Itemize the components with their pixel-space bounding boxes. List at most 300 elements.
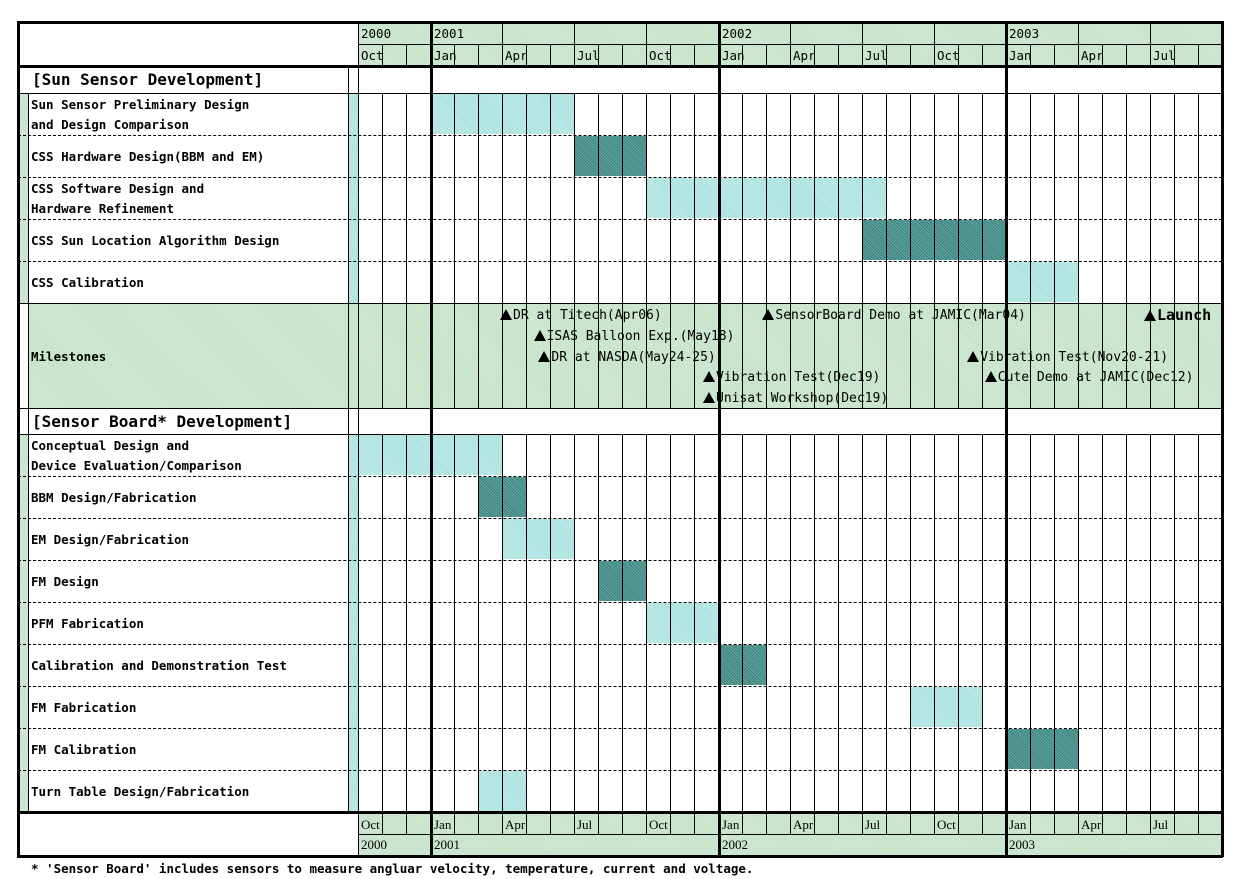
grid-vline: [526, 219, 527, 261]
grid-vline: [742, 770, 743, 812]
grid-vline: [958, 812, 959, 834]
milestone-triangle-icon: [538, 351, 550, 362]
grid-vline: [814, 219, 815, 261]
grid-vline: [382, 560, 383, 602]
grid-vline: [622, 93, 623, 135]
task-row-right-stripe: [349, 770, 358, 812]
grid-vline: [862, 518, 863, 560]
grid-vline: [550, 728, 551, 770]
grid-vline: [454, 93, 455, 135]
grid-vline: [910, 602, 911, 644]
grid-vline: [622, 177, 623, 219]
grid-vline: [910, 560, 911, 602]
grid-vline: [814, 770, 815, 812]
grid-vline: [1150, 560, 1151, 602]
grid-vline: [598, 261, 599, 303]
grid-vline: [1030, 476, 1031, 518]
grid-vline: [862, 770, 863, 812]
quarter-label: Jul: [865, 48, 888, 63]
grid-vline: [958, 261, 959, 303]
grid-vline: [910, 518, 911, 560]
grid-vline: [982, 177, 983, 219]
milestone: [985, 367, 1194, 388]
grid-vline: [478, 812, 479, 834]
grid-vline: [454, 602, 455, 644]
grid-vline: [1126, 135, 1127, 177]
grid-vline: [982, 728, 983, 770]
grid-vline: [526, 261, 527, 303]
task-label: CSS Software Design and: [31, 181, 205, 196]
grid-vline: [550, 219, 551, 261]
grid-vline: [502, 476, 503, 518]
milestone: [1144, 305, 1211, 326]
grid-vline: [1126, 686, 1127, 728]
grid-vline: [838, 219, 839, 261]
row-divider-dashed: [18, 770, 1222, 771]
grid-vline: [982, 219, 983, 261]
grid-vline: [1054, 219, 1055, 261]
task-label: Conceptual Design and: [31, 438, 190, 453]
footer-year-label: 2000: [361, 837, 387, 852]
grid-vline: [646, 812, 647, 834]
grid-vline: [862, 434, 863, 476]
year-label: 2001: [434, 26, 465, 41]
grid-vline: [1030, 644, 1031, 686]
grid-vline: [790, 728, 791, 770]
grid-vline: [742, 135, 743, 177]
grid-vline: [574, 434, 575, 476]
grid-vline: [838, 261, 839, 303]
grid-vline: [670, 560, 671, 602]
grid-vline: [382, 728, 383, 770]
grid-vline: [502, 644, 503, 686]
grid-vline: [670, 135, 671, 177]
grid-vline: [910, 476, 911, 518]
grid-vline: [1054, 518, 1055, 560]
grid-vline: [958, 93, 959, 135]
grid-vline: [646, 434, 647, 476]
grid-vline: [382, 686, 383, 728]
grid-vline: [1198, 135, 1199, 177]
grid-vline: [502, 434, 503, 476]
grid-vline: [862, 135, 863, 177]
grid-vline: [934, 518, 935, 560]
label-left-stripe-edge: [28, 93, 29, 812]
grid-vline: [934, 177, 935, 219]
grid-vline: [670, 476, 671, 518]
body-bottom: [17, 811, 1223, 814]
grid-vline: [886, 560, 887, 602]
grid-vline: [454, 219, 455, 261]
grid-vline: [742, 219, 743, 261]
grid-vline: [1126, 177, 1127, 219]
footer-quarter-label: Jan: [434, 817, 452, 832]
row-divider: [18, 303, 1222, 304]
grid-vline: [646, 219, 647, 261]
grid-vline: [766, 434, 767, 476]
year-label: 2003: [1009, 26, 1040, 41]
grid-vline: [382, 177, 383, 219]
grid-vline: [1198, 770, 1199, 812]
grid-vline: [574, 177, 575, 219]
grid-vline: [406, 93, 407, 135]
grid-vline: [1030, 261, 1031, 303]
task-row-right-stripe: [349, 219, 358, 261]
footer-quarter-label: Apr: [793, 817, 814, 832]
task-row-right-stripe: [349, 602, 358, 644]
grid-vline: [1174, 135, 1175, 177]
milestone-label: Unisat Workshop(Dec19): [716, 391, 889, 407]
grid-vline: [1198, 644, 1199, 686]
grid-vline: [526, 728, 527, 770]
grid-vline: [502, 686, 503, 728]
grid-vline: [646, 560, 647, 602]
grid-vline: [1198, 177, 1199, 219]
grid-vline: [382, 261, 383, 303]
milestone: [534, 326, 735, 347]
grid-vline: [814, 602, 815, 644]
grid-vline: [958, 770, 959, 812]
grid-vline: [1078, 518, 1079, 560]
grid-vline: [934, 219, 935, 261]
task-row-left-stripe: [19, 434, 28, 476]
grid-vline: [766, 728, 767, 770]
grid-vline: [574, 135, 575, 177]
footer-quarter-label: Oct: [937, 817, 956, 832]
year-line: [718, 22, 721, 856]
task-label: EM Design/Fabrication: [31, 532, 190, 547]
grid-vline: [1078, 135, 1079, 177]
grid-vline: [1078, 602, 1079, 644]
grid-vline: [886, 602, 887, 644]
grid-vline: [1150, 476, 1151, 518]
grid-vline: [478, 219, 479, 261]
grid-vline: [406, 602, 407, 644]
grid-vline: [478, 434, 479, 476]
grid-vline: [742, 476, 743, 518]
grid-vline: [982, 518, 983, 560]
grid-vline: [910, 177, 911, 219]
grid-vline: [838, 770, 839, 812]
grid-vline: [598, 177, 599, 219]
grid-vline: [1198, 602, 1199, 644]
grid-vline: [406, 728, 407, 770]
grid-vline: [766, 560, 767, 602]
grid-vline: [622, 812, 623, 834]
grid-vline: [958, 686, 959, 728]
grid-vline: [694, 44, 695, 66]
grid-vline: [1078, 686, 1079, 728]
grid-vline: [1102, 644, 1103, 686]
grid-vline: [742, 518, 743, 560]
grid-vline: [694, 219, 695, 261]
grid-vline: [1198, 686, 1199, 728]
grid-vline: [1126, 560, 1127, 602]
grid-vline: [790, 135, 791, 177]
grid-vline: [766, 219, 767, 261]
grid-vline: [406, 560, 407, 602]
grid-vline: [598, 686, 599, 728]
footer-quarter-label: Jan: [722, 817, 740, 832]
grid-vline: [478, 644, 479, 686]
grid-vline: [934, 644, 935, 686]
grid-vline: [622, 434, 623, 476]
row-divider-dashed: [18, 135, 1222, 136]
year-line: [430, 22, 433, 856]
task-row-right-stripe: [349, 644, 358, 686]
header-bottom: [17, 65, 1223, 68]
grid-vline: [1030, 177, 1031, 219]
grid-vline: [886, 770, 887, 812]
grid-vline: [958, 644, 959, 686]
grid-vline: [1054, 476, 1055, 518]
grid-vline: [478, 177, 479, 219]
milestone-label: DR at NASDA(May24-25): [551, 349, 716, 365]
quarter-label: Oct: [937, 48, 960, 63]
grid-vline: [502, 602, 503, 644]
grid-vline: [550, 770, 551, 812]
grid-vline: [958, 518, 959, 560]
grid-vline: [1030, 434, 1031, 476]
grid-vline: [502, 177, 503, 219]
grid-vline: [1126, 812, 1127, 834]
footer-quarter-label: Oct: [649, 817, 668, 832]
grid-vline: [1174, 770, 1175, 812]
grid-vline: [502, 770, 503, 812]
quarter-label: Apr: [1081, 48, 1104, 63]
grid-vline: [1102, 602, 1103, 644]
footer-quarter-label: Apr: [505, 817, 526, 832]
grid-vline: [910, 812, 911, 834]
grid-vline: [910, 644, 911, 686]
grid-vline: [406, 303, 407, 408]
grid-vline: [382, 770, 383, 812]
grid-vline: [1150, 518, 1151, 560]
grid-vline: [934, 135, 935, 177]
milestone-label: ISAS Balloon Exp.(May18): [546, 328, 735, 344]
grid-vline: [958, 434, 959, 476]
row-divider-dashed: [18, 644, 1222, 645]
grid-vline: [934, 261, 935, 303]
grid-vline: [1078, 261, 1079, 303]
task-bar: [502, 519, 574, 559]
year-label: 2002: [722, 26, 753, 41]
grid-vline: [982, 476, 983, 518]
grid-vline: [1054, 44, 1055, 66]
task-label: CSS Hardware Design(BBM and EM): [31, 149, 265, 164]
grid-vline: [958, 476, 959, 518]
grid-vline: [1174, 219, 1175, 261]
grid-vline: [886, 812, 887, 834]
grid-vline: [838, 560, 839, 602]
grid-vline: [862, 93, 863, 135]
grid-vline: [790, 560, 791, 602]
grid-vline: [406, 476, 407, 518]
grid-vline: [814, 476, 815, 518]
grid-vline: [766, 476, 767, 518]
grid-vline: [862, 560, 863, 602]
grid-vline: [406, 644, 407, 686]
grid-vline: [550, 686, 551, 728]
grid-vline: [934, 686, 935, 728]
grid-vline: [382, 644, 383, 686]
grid-vline: [742, 812, 743, 834]
task-row-right-stripe: [349, 177, 358, 219]
task-label: PFM Fabrication: [31, 616, 144, 631]
grid-vline: [1150, 434, 1151, 476]
task-row-left-stripe: [19, 518, 28, 560]
grid-vline: [406, 135, 407, 177]
grid-vline: [742, 686, 743, 728]
grid-vline: [574, 560, 575, 602]
grid-vline: [454, 303, 455, 408]
grid-vline: [454, 476, 455, 518]
grid-vline: [1174, 686, 1175, 728]
grid-vline: [646, 644, 647, 686]
grid-vline: [838, 476, 839, 518]
grid-vline: [1102, 135, 1103, 177]
grid-vline: [646, 93, 647, 135]
grid-vline: [574, 686, 575, 728]
grid-vline: [1030, 728, 1031, 770]
grid-vline: [406, 812, 407, 834]
grid-vline: [526, 177, 527, 219]
grid-vline: [454, 686, 455, 728]
grid-vline: [1054, 602, 1055, 644]
milestone: [703, 367, 880, 388]
milestone-triangle-icon: [500, 309, 512, 320]
task-row-right-stripe: [349, 686, 358, 728]
milestone-triangle-icon: [762, 309, 774, 320]
row-divider-dashed: [18, 518, 1222, 519]
grid-vline: [622, 44, 623, 66]
grid-vline: [934, 812, 935, 834]
milestone: [967, 347, 1168, 368]
task-row-left-stripe: [19, 261, 28, 303]
task-row-right-stripe: [349, 434, 358, 476]
task-label: FM Fabrication: [31, 700, 137, 715]
grid-vline: [1198, 518, 1199, 560]
task-row-left-stripe: [19, 93, 28, 135]
grid-vline: [838, 812, 839, 834]
footer-quarter-label: Jul: [577, 817, 593, 832]
grid-vline: [646, 177, 647, 219]
grid-vline: [694, 686, 695, 728]
milestone: [500, 305, 662, 326]
grid-vline: [1198, 434, 1199, 476]
grid-vline: [1030, 93, 1031, 135]
quarter-label: Apr: [505, 48, 528, 63]
task-label: CSS Sun Location Algorithm Design: [31, 233, 280, 248]
grid-vline: [1102, 434, 1103, 476]
grid-vline: [814, 560, 815, 602]
grid-vline: [502, 812, 503, 834]
grid-vline: [814, 434, 815, 476]
quarter-label: Apr: [793, 48, 816, 63]
grid-vline: [838, 644, 839, 686]
row-divider: [18, 408, 1222, 409]
grid-vline: [574, 476, 575, 518]
grid-vline: [622, 602, 623, 644]
grid-vline: [1198, 476, 1199, 518]
grid-vline: [550, 560, 551, 602]
grid-vline: [454, 644, 455, 686]
grid-vline: [382, 303, 383, 408]
grid-vline: [694, 812, 695, 834]
task-row-left-stripe: [19, 560, 28, 602]
grid-vline: [454, 261, 455, 303]
grid-vline: [598, 812, 599, 834]
task-row-left-stripe: [19, 476, 28, 518]
grid-vline: [790, 219, 791, 261]
grid-vline: [694, 261, 695, 303]
grid-vline: [838, 686, 839, 728]
grid-vline: [934, 476, 935, 518]
grid-vline: [766, 812, 767, 834]
task-bar: [910, 687, 982, 727]
grid-vline: [1126, 93, 1127, 135]
row-divider-dashed: [18, 728, 1222, 729]
grid-vline: [766, 602, 767, 644]
task-row-right-stripe: [349, 476, 358, 518]
grid-vline: [814, 518, 815, 560]
grid-vline: [1150, 686, 1151, 728]
row-divider-dashed: [18, 686, 1222, 687]
grid-vline: [550, 434, 551, 476]
grid-vline: [1126, 44, 1127, 66]
task-row-right-stripe: [349, 135, 358, 177]
row-divider-dashed: [18, 261, 1222, 262]
grid-vline: [454, 434, 455, 476]
grid-vline: [886, 93, 887, 135]
footer-quarter-label: Jul: [865, 817, 881, 832]
grid-vline: [622, 644, 623, 686]
grid-vline: [910, 44, 911, 66]
grid-vline: [982, 644, 983, 686]
grid-vline: [550, 644, 551, 686]
grid-vline: [646, 728, 647, 770]
grid-vline: [622, 560, 623, 602]
grid-vline: [478, 303, 479, 408]
grid-vline: [1054, 644, 1055, 686]
grid-vline: [1198, 93, 1199, 135]
grid-vline: [526, 644, 527, 686]
grid-vline: [1102, 219, 1103, 261]
grid-vline: [670, 93, 671, 135]
grid-vline: [694, 476, 695, 518]
grid-vline: [478, 518, 479, 560]
milestone: [762, 305, 1025, 326]
grid-vline: [454, 812, 455, 834]
grid-vline: [694, 518, 695, 560]
grid-vline: [670, 219, 671, 261]
grid-vline: [934, 728, 935, 770]
grid-vline: [1150, 644, 1151, 686]
grid-vline: [598, 219, 599, 261]
grid-vline: [478, 44, 479, 66]
grid-vline: [766, 644, 767, 686]
grid-vline: [766, 770, 767, 812]
grid-vline: [1198, 261, 1199, 303]
grid-vline: [934, 560, 935, 602]
grid-vline: [1054, 177, 1055, 219]
grid-vline: [550, 812, 551, 834]
grid-vline: [982, 434, 983, 476]
grid-vline: [1102, 261, 1103, 303]
grid-vline: [478, 476, 479, 518]
task-row-left-stripe: [19, 686, 28, 728]
grid-vline: [814, 261, 815, 303]
